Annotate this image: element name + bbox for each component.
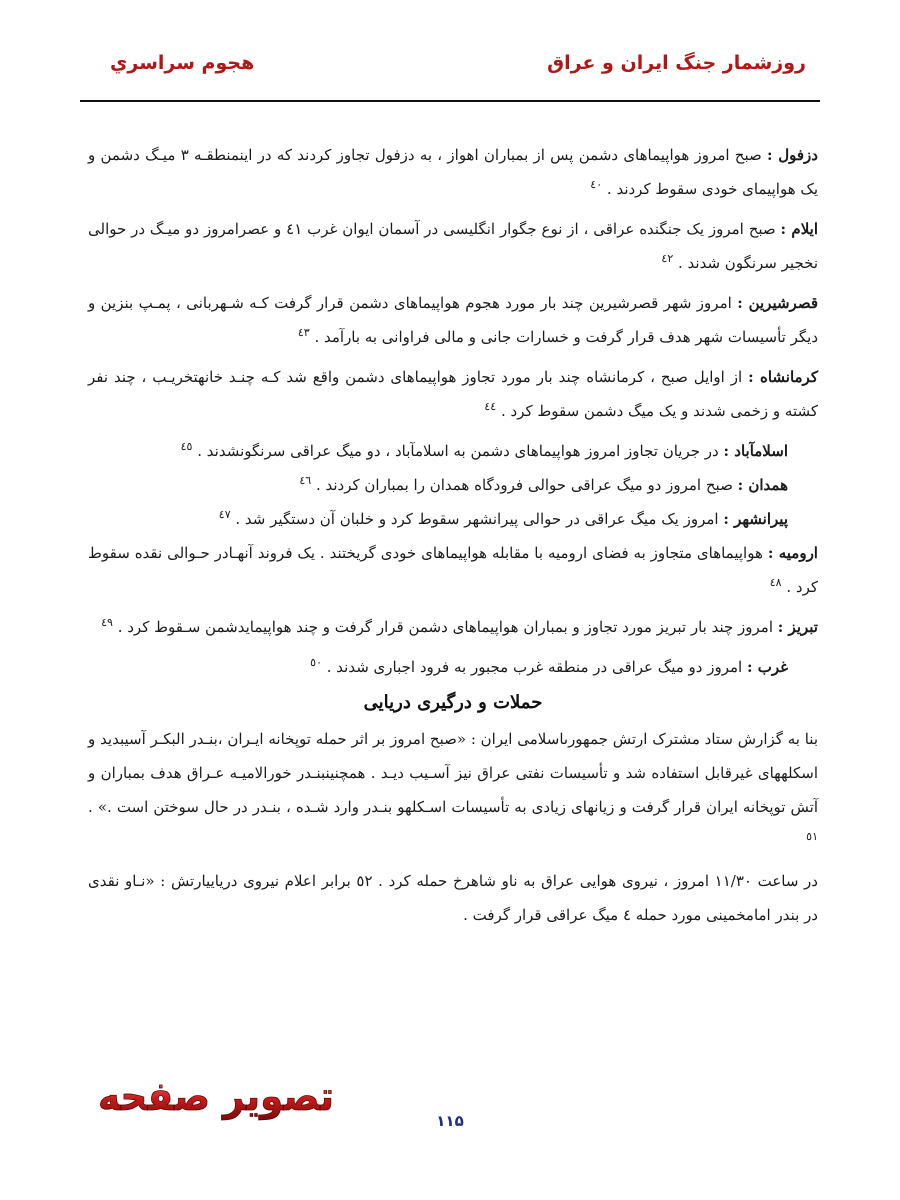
paragraph-label: ايلام : (780, 220, 818, 238)
paragraph-text: صبح امروز هواپيماهاى دشمن پس از بمباران اهواز ، به دزفول تجاوز كردند كه در اينمنطقـه ٣ ميـگ دشمن و يک هواپيماى خودى سقوط كردند . (88, 146, 818, 198)
paragraph-label: كرمانشاه : (748, 368, 818, 386)
paragraph-tabriz (88, 610, 818, 644)
paragraph-text: امروز شهر قصرشيرين چند بار مورد هجوم هواپيماهاى دشمن قرار گرفت كـه شـهربانى ، پمـپ بنزين و ديگر تأسيسات شهر هدف قرار گرفت و خسارات جانى و مالى فراوانى به بارآمد . (88, 294, 818, 346)
paragraph-label: اروميه : (767, 544, 818, 562)
paragraph-label: تبريز : (777, 618, 818, 636)
footnote-marker: ٤٤ (484, 400, 497, 413)
paragraph-label: پيرانشهر : (723, 510, 788, 528)
paragraph-text: امروز يک ميگ عراقى در حوالى پيرانشهر سقوط كرد و خلبان آن دستگير شد . (235, 510, 719, 528)
footnote-marker: ٤٦ (299, 474, 312, 487)
paragraph-text: صبح امروز يک جنگنده عراقى ، از نوع جگوار انگليسى در آسمان ايوان غرب ٤١ و عصرامروز دو ميـگ در حوالى نخجير سرنگون شدند . (88, 220, 818, 272)
paragraph-text: از اوايل صبح ، كرمانشاه چند بار مورد تجاوز هواپيماهاى دشمن واقع شد كـه چنـد خانهتخريـب ، چند نفر كشته و زخمى شدند و يک ميگ دشمن سقوط كرد . (88, 368, 818, 420)
paragraph-text: بنا به گزارش ستاد مشترک ارتش جمهورىاسلامى ايران : «صبح امروز بر اثر حمله توپخانه ايـران ،بنـدر البكـر آسيبديد و اسكلههاى غيرقابل استفاده شد و تأسيسات نفتى عراق نيز آسـيب ديـد . همچنينبنـدر خورالاميـه عـراق هدف بمباران و آتش توپخانه ايران قرار گرفت و زيانهاى زيادى به تأسيسات اسـكلهو بنـدر وارد شـده ، بنـدر در حال سوختن است .» . (88, 730, 818, 816)
paragraph-eslamabad (88, 434, 818, 468)
paragraph-label: دزفول : (766, 146, 818, 164)
page-number: ١١۵ (436, 1112, 464, 1130)
footnote-marker: ٤٢ (661, 252, 674, 265)
paragraph-text: امروز چند بار تبريز مورد تجاوز و بمباران هواپيماهاى دشمن قرار گرفت و چند هواپيمايدشمن سـقوط كرد . (117, 618, 774, 636)
logo-image (92, 1068, 340, 1122)
paragraph-label: قصرشيرين : (737, 294, 818, 312)
paragraph-text: هواپيماهاى متجاوز به فضاى اروميه با مقابله هواپيماهاى خودى گريختند . يک فروند آنهـادر حـوالى نقده سقوط كرد . (88, 544, 818, 596)
paragraph-dezful (88, 138, 818, 206)
paragraph-urmia (88, 536, 818, 604)
section-title: هجوم سراسري (110, 52, 255, 74)
paragraph-ilam (88, 212, 818, 280)
paragraph-naval-attack (88, 864, 818, 932)
footnote-marker: ٤٩ (101, 616, 113, 629)
paragraph-text: امروز دو ميگ عراقى در منطقه غرب مجبور به فرود اجبارى شدند . (326, 658, 743, 676)
footnote-marker: ٤٣ (297, 326, 310, 339)
header-divider (80, 100, 820, 102)
paragraph-text: در ساعت ١١/٣٠ امروز ، نيروى هوايى عراق به ناو شاهرخ حمله كرد . ٥٢ برابر اعلام نيروى درياييارتش : «نـاو نقدى در بندر امامخمينى مورد حمله ٤ ميگ عراقى قرار گرفت . (88, 872, 818, 924)
document-body (88, 138, 818, 932)
footnote-marker: ٤٨ (769, 576, 782, 589)
footnote-marker: ٤٧ (218, 508, 231, 521)
footnote-marker: ٥٠ (310, 656, 322, 669)
book-title: روزشمار جنگ ايران و عراق (547, 52, 806, 74)
paragraph-qasr-shirin (88, 286, 818, 354)
logo-text: تصوير صفحه (98, 1074, 334, 1120)
paragraph-label: همدان : (737, 476, 788, 494)
paragraph-text: صبح امروز دو ميگ عراقى حوالى فرودگاه همدان را بمباران كردند . (315, 476, 733, 494)
paragraph-hamedan (88, 468, 818, 502)
footnote-marker: ٤٥ (180, 440, 193, 453)
paragraph-gharb (88, 650, 818, 684)
footnote-marker: ٤٠ (590, 178, 603, 191)
paragraph-kermanshah (88, 360, 818, 428)
paragraph-piranshahr (88, 502, 818, 536)
paragraph-label: غرب : (746, 658, 788, 676)
paragraph-label: اسلامآباد : (723, 442, 788, 460)
paragraph-naval-report (88, 722, 818, 858)
paragraph-text: در جريان تجاوز امروز هواپيماهاى دشمن به اسلامآباد ، دو ميگ عراقى سرنگونشدند . (197, 442, 719, 460)
section-heading: حملات و درگيرى دريايى (363, 692, 543, 713)
footnote-marker: ٥١ (806, 830, 818, 843)
